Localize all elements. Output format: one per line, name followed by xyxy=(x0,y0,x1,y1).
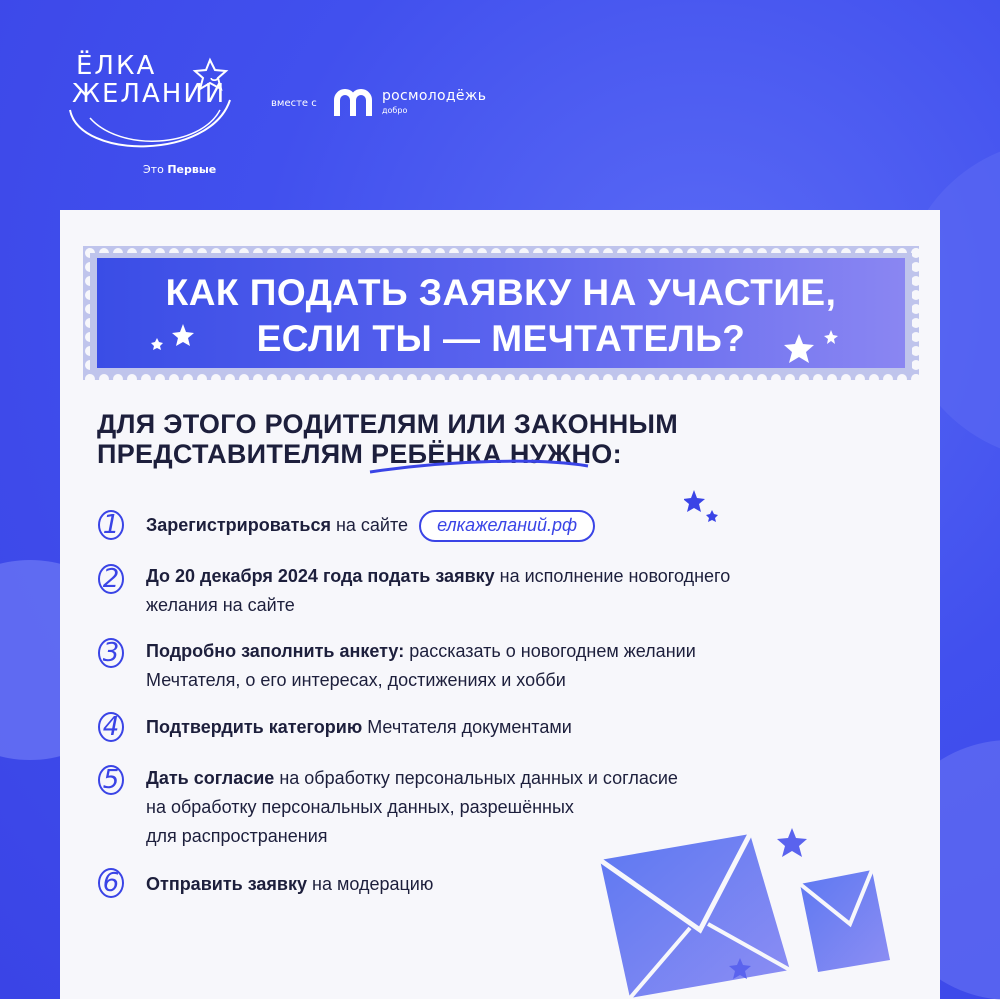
star-icon xyxy=(777,828,807,857)
rosmolodezh-logo-icon xyxy=(333,88,377,118)
step-2-bold: До 20 декабря 2024 года подать заявку xyxy=(146,566,495,586)
subtitle-line1: ДЛЯ ЭТОГО РОДИТЕЛЯМ ИЛИ ЗАКОННЫМ xyxy=(97,409,679,439)
partner-prefix: вместе с xyxy=(271,98,317,109)
step-5-line3: для распространения xyxy=(146,826,328,846)
step-5-line2: на обработку персональных данных, разрешённых xyxy=(146,797,574,817)
step-5-bold: Дать согласие xyxy=(146,768,275,788)
step-6-bold: Отправить заявку xyxy=(146,874,308,894)
step-3 xyxy=(146,637,696,695)
step-2 xyxy=(146,562,730,620)
step-4-bold: Подтвердить категорию xyxy=(146,717,363,737)
step-2-line2: желания на сайте xyxy=(146,595,295,615)
partner-sub: добро xyxy=(382,106,408,115)
site-link[interactable]: елкажеланий.рф xyxy=(419,510,595,542)
step-2-text: на исполнение новогоднего xyxy=(494,566,731,586)
step-number-1: 1 xyxy=(96,508,126,542)
step-number-3: 3 xyxy=(96,636,126,670)
headline: КАК ПОДАТЬ ЗАЯВКУ НА УЧАСТИЕ, ЕСЛИ ТЫ — МЕЧТАТЕЛЬ? xyxy=(165,272,837,359)
logo-line1: ЁЛКА xyxy=(76,51,157,81)
envelope-icon xyxy=(600,834,790,998)
step-6 xyxy=(146,870,433,899)
step-number-6: 6 xyxy=(96,866,126,900)
step-4-text: Мечтателя документами xyxy=(362,717,572,737)
tagline xyxy=(143,163,216,176)
step-number-4: 4 xyxy=(96,710,126,744)
step-3-bold: Подробно заполнить анкету: xyxy=(146,641,405,661)
logo-line2: ЖЕЛАНИЙ xyxy=(72,79,227,109)
envelope-icon xyxy=(800,870,890,972)
step-3-text: рассказать о новогоднем желании xyxy=(404,641,696,661)
logo xyxy=(72,51,227,109)
underline-swoosh-icon xyxy=(360,452,600,512)
tagline-brand: Первые xyxy=(167,163,217,176)
step-5-text: на обработку персональных данных и согласие xyxy=(274,768,678,788)
tagline-prefix: Это xyxy=(143,163,164,176)
step-number-5: 5 xyxy=(96,763,126,797)
step-4 xyxy=(146,713,572,742)
subtitle-line2: ПРЕДСТАВИТЕЛЯМ РЕБЁНКА НУЖНО: xyxy=(97,439,622,469)
step-1 xyxy=(146,510,595,542)
header xyxy=(0,0,1000,200)
step-1-text: на сайте xyxy=(330,514,409,535)
step-3-line2: Мечтателя, о его интересах, достижениях и хобби xyxy=(146,670,566,690)
step-6-text: на модерацию xyxy=(307,874,434,894)
envelopes-illustration xyxy=(560,820,940,999)
partner-name: росмолодёжь xyxy=(382,88,487,104)
step-number-2: 2 xyxy=(96,562,126,596)
star-icon xyxy=(684,488,724,528)
step-1-bold: Зарегистрироваться xyxy=(146,514,331,535)
